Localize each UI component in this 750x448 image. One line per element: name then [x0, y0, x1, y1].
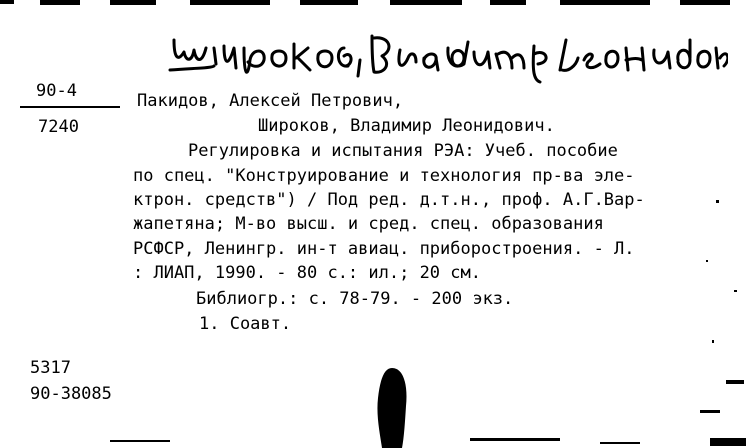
entry-line-4: по спец. "Конструирование и технология пр-ва эле- [133, 166, 635, 186]
entry-line-5: ктрон. средств") / Под ред. д.т.н., проф. А.Г.Вар- [133, 190, 645, 210]
entry-line-8: : ЛИАП, 1990. - 80 с.: ил.; 20 см. [133, 263, 481, 283]
entry-line-6: жапетяна; М-во высш. и сред. спец. образования [133, 214, 604, 234]
entry-line-9: Библиогр.: с. 78-79. - 200 экз. [196, 289, 514, 309]
call-number-divider [20, 106, 120, 108]
entry-line-1: Пакидов, Алексей Петрович, [137, 91, 404, 111]
entry-line-3: Регулировка и испытания РЭА: Учеб. пособие [188, 141, 618, 161]
call-number-bottom: 7240 [38, 117, 79, 137]
entry-line-2: Широков, Владимир Леонидович. [258, 116, 555, 136]
accession-line-2: 90-38085 [30, 384, 112, 404]
accession-line-1: 5317 [30, 358, 71, 378]
entry-line-10: 1. Соавт. [199, 314, 292, 334]
bottom-edge-scratches [0, 432, 750, 448]
call-number-top: 90-4 [36, 81, 77, 101]
top-border-dashes [0, 0, 750, 10]
right-edge-scratches [696, 140, 750, 448]
handwritten-heading-signature [168, 18, 728, 90]
entry-line-7: РСФСР, Ленингр. ин-т авиац. приборостроения. - Л. [133, 239, 635, 259]
